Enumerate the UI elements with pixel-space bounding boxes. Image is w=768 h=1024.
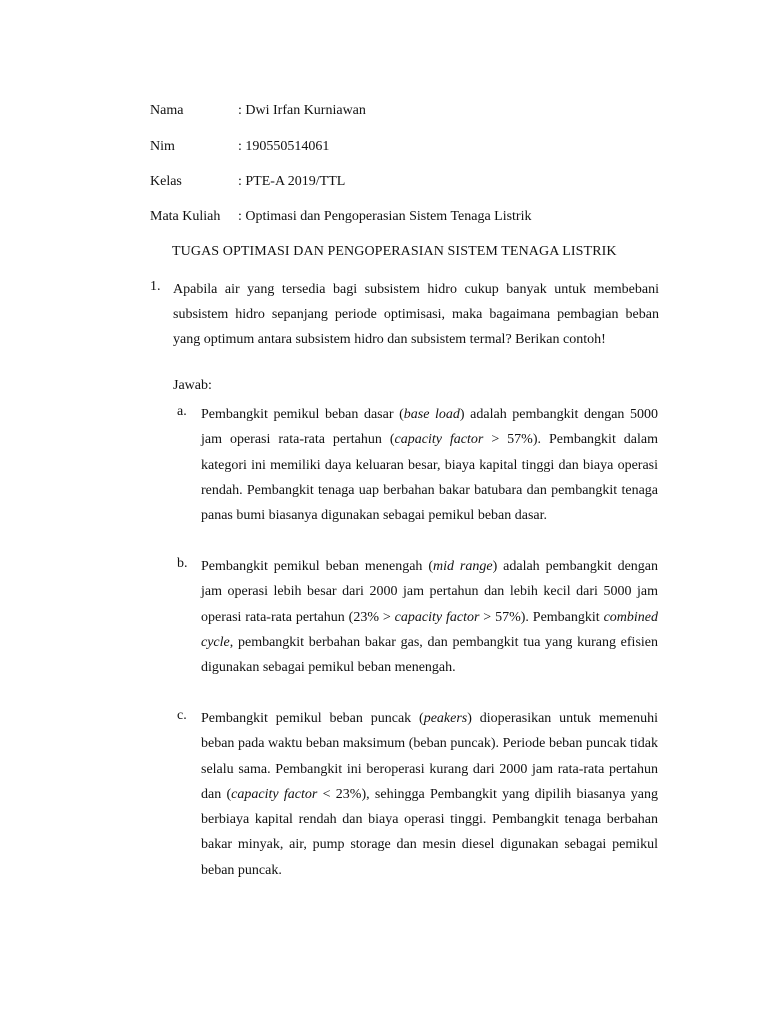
item-c-text: Pembangkit pemikul beban puncak (peakers) dioperasikan untuk memenuhi beban pada waktu beban maksimum (beban puncak). Periode beban puncak tidak selalu sama. Pembangkit ini beroperasi kurang dari 2000 jam rata-rata pertahun dan (capacity factor < 23%), sehingga Pembangkit yang dipilih biasanya yang berbiaya kapital rendah dan biaya operasi tinggi. Pembangkit tenaga berbahan bakar minyak, air, pump storage dan mesin diesel digunakan sebagai pemikul beban puncak. <box>201 711 658 878</box>
nama-value: : Dwi Irfan Kurniawan <box>238 103 366 118</box>
document-title: TUGAS OPTIMASI DAN PENGOPERASIAN SISTEM TENAGA LISTRIK <box>172 244 617 259</box>
info-row-mata-kuliah <box>150 207 670 227</box>
info-row-nama <box>150 101 670 121</box>
kelas-value: : PTE-A 2019/TTL <box>238 174 346 189</box>
item-a-letter: a. <box>177 404 187 419</box>
item-b-letter: b. <box>177 556 188 571</box>
item-a-text: Pembangkit pemikul beban dasar (base load) adalah pembangkit dengan 5000 jam operasi rata-rata pertahun (capacity factor > 57%). Pembangkit dalam kategori ini memiliki daya keluaran besar, biaya kapital tinggi dan biaya operasi rendah. Pembangkit tenaga uap berbahan bakar batubara dan pembangkit tenaga panas bumi biasanya digunakan sebagai pemikul beban dasar. <box>201 407 659 524</box>
kelas-label: Kelas <box>150 174 182 189</box>
item-c-letter: c. <box>177 708 187 723</box>
nim-label: Nim <box>150 139 175 154</box>
info-row-kelas <box>150 172 670 192</box>
question-text: Apabila air yang tersedia bagi subsistem hidro cukup banyak untuk membebani subsistem hidro sepanjang periode optimisasi, maka bagaimana pembagian beban yang optimum antara subsistem hidro dan subsistem termal? Berikan contoh! <box>173 282 659 347</box>
answer-label: Jawab: <box>173 378 212 393</box>
mata-kuliah-label: Mata Kuliah <box>150 209 221 224</box>
nim-value: : 190550514061 <box>238 139 330 154</box>
info-row-nim <box>150 137 670 157</box>
nama-label: Nama <box>150 103 184 118</box>
question-number: 1. <box>150 279 161 294</box>
item-b-text: Pembangkit pemikul beban menengah (mid range) adalah pembangkit dengan jam operasi lebih besar dari 2000 jam pertahun dan lebih kecil dari 5000 jam operasi rata-rata pertahun (23% > capacity factor > 57%). Pembangkit combined cycle, pembangkit berbahan bakar gas, dan pembangkit tua yang kurang efisien digunakan sebagai pemikul beban menengah. <box>201 559 659 676</box>
mata-kuliah-value: : Optimasi dan Pengoperasian Sistem Tenaga Listrik <box>238 209 532 224</box>
